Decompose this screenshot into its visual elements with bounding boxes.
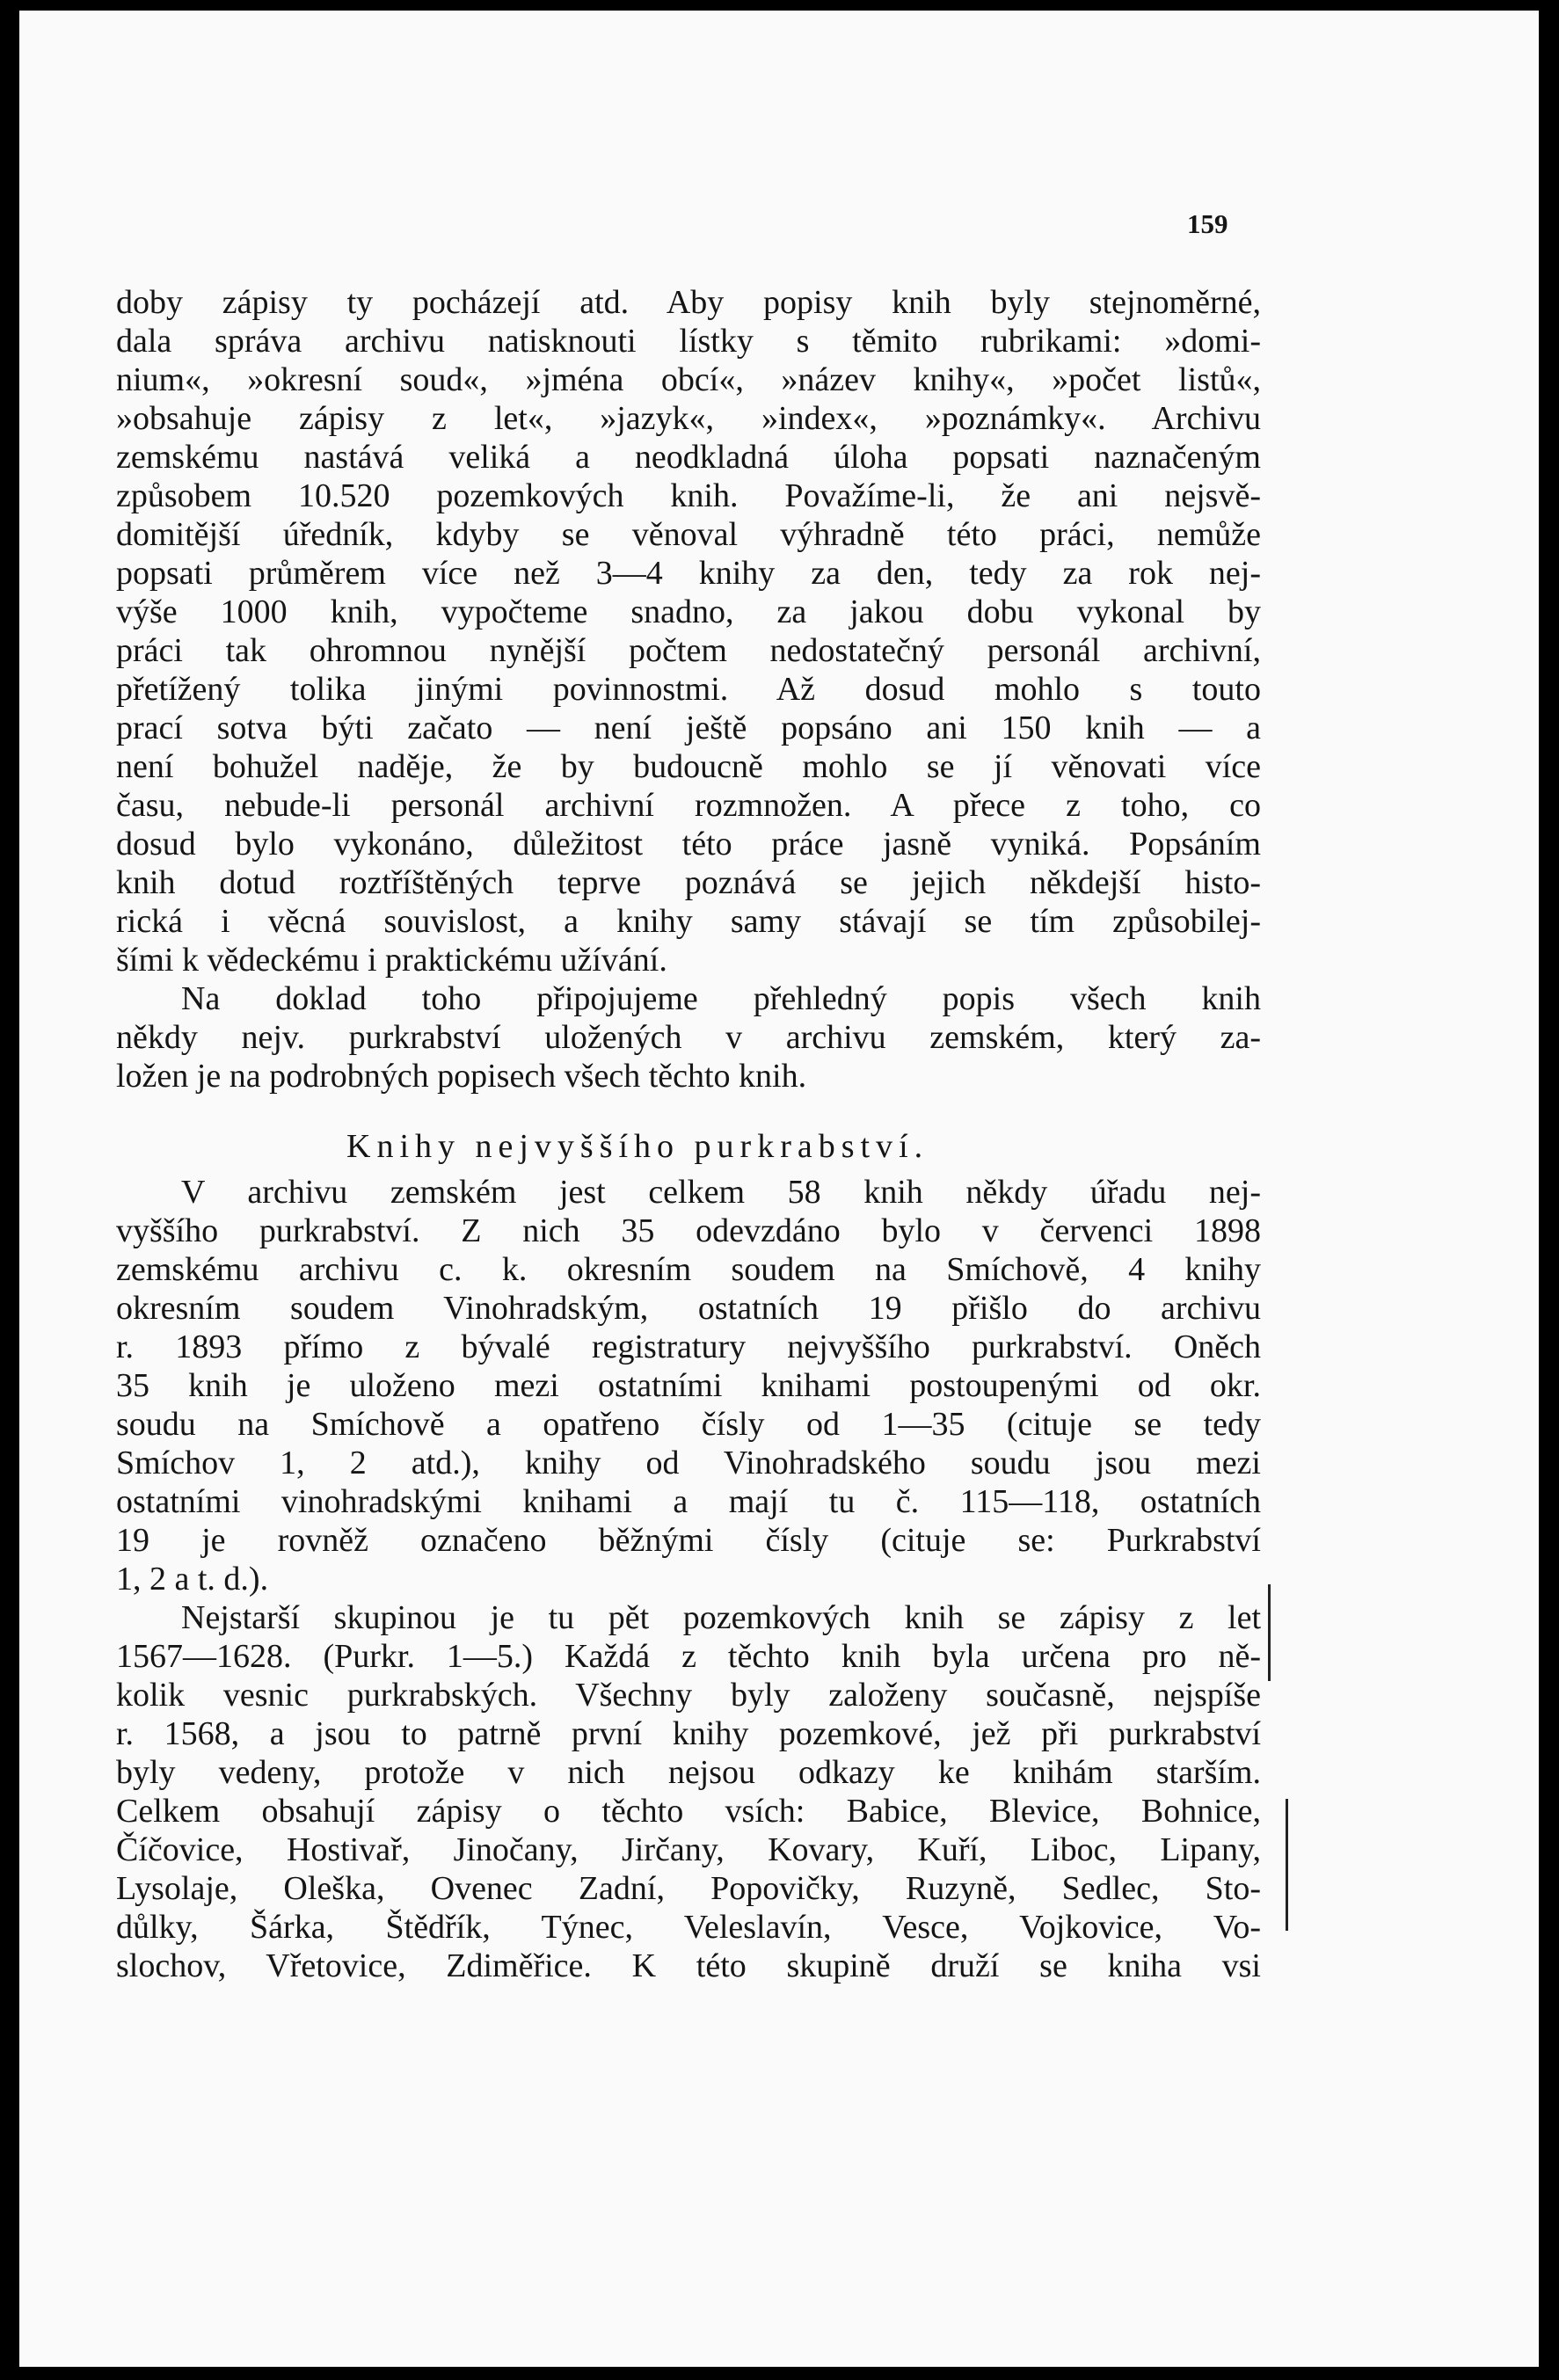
text-line: způsobem 10.520 pozemkových knih. Považíme-li, že ani nejsvě- xyxy=(116,477,1261,514)
text-line: Lysolaje, Oleška, Ovenec Zadní, Popovičky, Ruzyně, Sedlec, Sto- xyxy=(116,1870,1261,1907)
text-line: r. 1893 přímo z bývalé registratury nejvyššího purkrabství. Oněch xyxy=(116,1328,1261,1365)
text-line: ložen je na podrobných popisech všech těchto knih. xyxy=(116,1058,807,1095)
text-line: nium«, »okresní soud«, »jména obcí«, »název knihy«, »počet listů«, xyxy=(116,361,1261,398)
margin-mark xyxy=(1268,1584,1271,1681)
text-line: 35 knih je uloženo mezi ostatními knihami postoupenými od okr. xyxy=(116,1367,1261,1404)
text-line: slochov, Vřetovice, Zdiměřice. K této skupině druží se kniha vsi xyxy=(116,1947,1261,1984)
text-line: Celkem obsahují zápisy o těchto vsích: Babice, Blevice, Bohnice, xyxy=(116,1793,1261,1830)
text-line: dosud bylo vykonáno, důležitost této práce jasně vyniká. Popsáním xyxy=(116,826,1261,862)
page-number: 159 xyxy=(1187,208,1228,239)
text-line: Nejstarší skupinou je tu pět pozemkových knih se zápisy z let xyxy=(181,1599,1261,1636)
text-line: doby zápisy ty pocházejí atd. Aby popisy knih byly stejnoměrné, xyxy=(116,284,1261,321)
text-line: V archivu zemském jest celkem 58 knih někdy úřadu nej- xyxy=(181,1174,1261,1211)
text-line: rická i věcná souvislost, a knihy samy stávají se tím způsobilej- xyxy=(116,903,1261,940)
text-line: výše 1000 knih, vypočteme snadno, za jakou dobu vykonal by xyxy=(116,593,1261,630)
text-line: prací sotva býti začato — není ještě popsáno ani 150 knih — a xyxy=(116,710,1261,746)
text-line: 1567—1628. (Purkr. 1—5.) Každá z těchto knih byla určena pro ně- xyxy=(116,1638,1261,1675)
margin-mark xyxy=(1286,1799,1288,1931)
text-line: 19 je rovněž označeno běžnými čísly (cituje se: Purkrabství xyxy=(116,1522,1261,1559)
text-line: zemskému nastává veliká a neodkladná úloha popsati naznačeným xyxy=(116,439,1261,476)
text-line: domitější úředník, kdyby se věnoval výhradně této práci, nemůže xyxy=(116,516,1261,553)
text-line: času, nebude-li personál archivní rozmnožen. A přece z toho, co xyxy=(116,787,1261,824)
text-line: knih dotud roztříštěných teprve poznává se jejich někdejší histo- xyxy=(116,864,1261,901)
text-line: vyššího purkrabství. Z nich 35 odevzdáno bylo v červenci 1898 xyxy=(116,1212,1261,1249)
text-line: někdy nejv. purkrabství uložených v archivu zemském, který za- xyxy=(116,1019,1261,1056)
text-line: šími k vědeckému i praktickému užívání. xyxy=(116,942,667,979)
text-line: 1, 2 a t. d.). xyxy=(116,1561,269,1598)
text-line: kolik vesnic purkrabských. Všechny byly založeny současně, nejspíše xyxy=(116,1677,1261,1714)
text-line: ostatními vinohradskými knihami a mají tu č. 115—118, ostatních xyxy=(116,1483,1261,1520)
text-line: zemskému archivu c. k. okresním soudem na Smíchově, 4 knihy xyxy=(116,1251,1261,1288)
text-line: »obsahuje zápisy z let«, »jazyk«, »index«, »poznámky«. Archivu xyxy=(116,400,1261,437)
text-line: dala správa archivu natisknouti lístky s těmito rubrikami: »domi- xyxy=(116,323,1261,360)
text-line: Smíchov 1, 2 atd.), knihy od Vinohradského soudu jsou mezi xyxy=(116,1445,1261,1481)
text-line: není bohužel naděje, že by budoucně mohlo se jí věnovati více xyxy=(116,748,1261,785)
text-line: přetížený tolika jinými povinnostmi. Až dosud mohlo s touto xyxy=(116,671,1261,708)
text-line: Na doklad toho připojujeme přehledný popis všech knih xyxy=(181,980,1261,1017)
text-line: Číčovice, Hostivař, Jinočany, Jirčany, Kovary, Kuří, Liboc, Lipany, xyxy=(116,1831,1261,1868)
text-line: popsati průměrem více než 3—4 knihy za den, tedy za rok nej- xyxy=(116,555,1261,592)
text-line: soudu na Smíchově a opatřeno čísly od 1—35 (cituje se tedy xyxy=(116,1406,1261,1443)
section-heading: Knihy nejvyššího purkrabství. xyxy=(346,1128,929,1165)
text-line: okresním soudem Vinohradským, ostatních 19 přišlo do archivu xyxy=(116,1290,1261,1327)
document-page xyxy=(19,11,1539,2367)
text-line: důlky, Šárka, Štědřík, Týnec, Veleslavín, Vesce, Vojkovice, Vo- xyxy=(116,1909,1261,1946)
text-line: práci tak ohromnou nynější počtem nedostatečný personál archivní, xyxy=(116,632,1261,669)
text-line: r. 1568, a jsou to patrně první knihy pozemkové, jež při purkrabství xyxy=(116,1715,1261,1752)
text-line: byly vedeny, protože v nich nejsou odkazy ke knihám starším. xyxy=(116,1754,1261,1791)
